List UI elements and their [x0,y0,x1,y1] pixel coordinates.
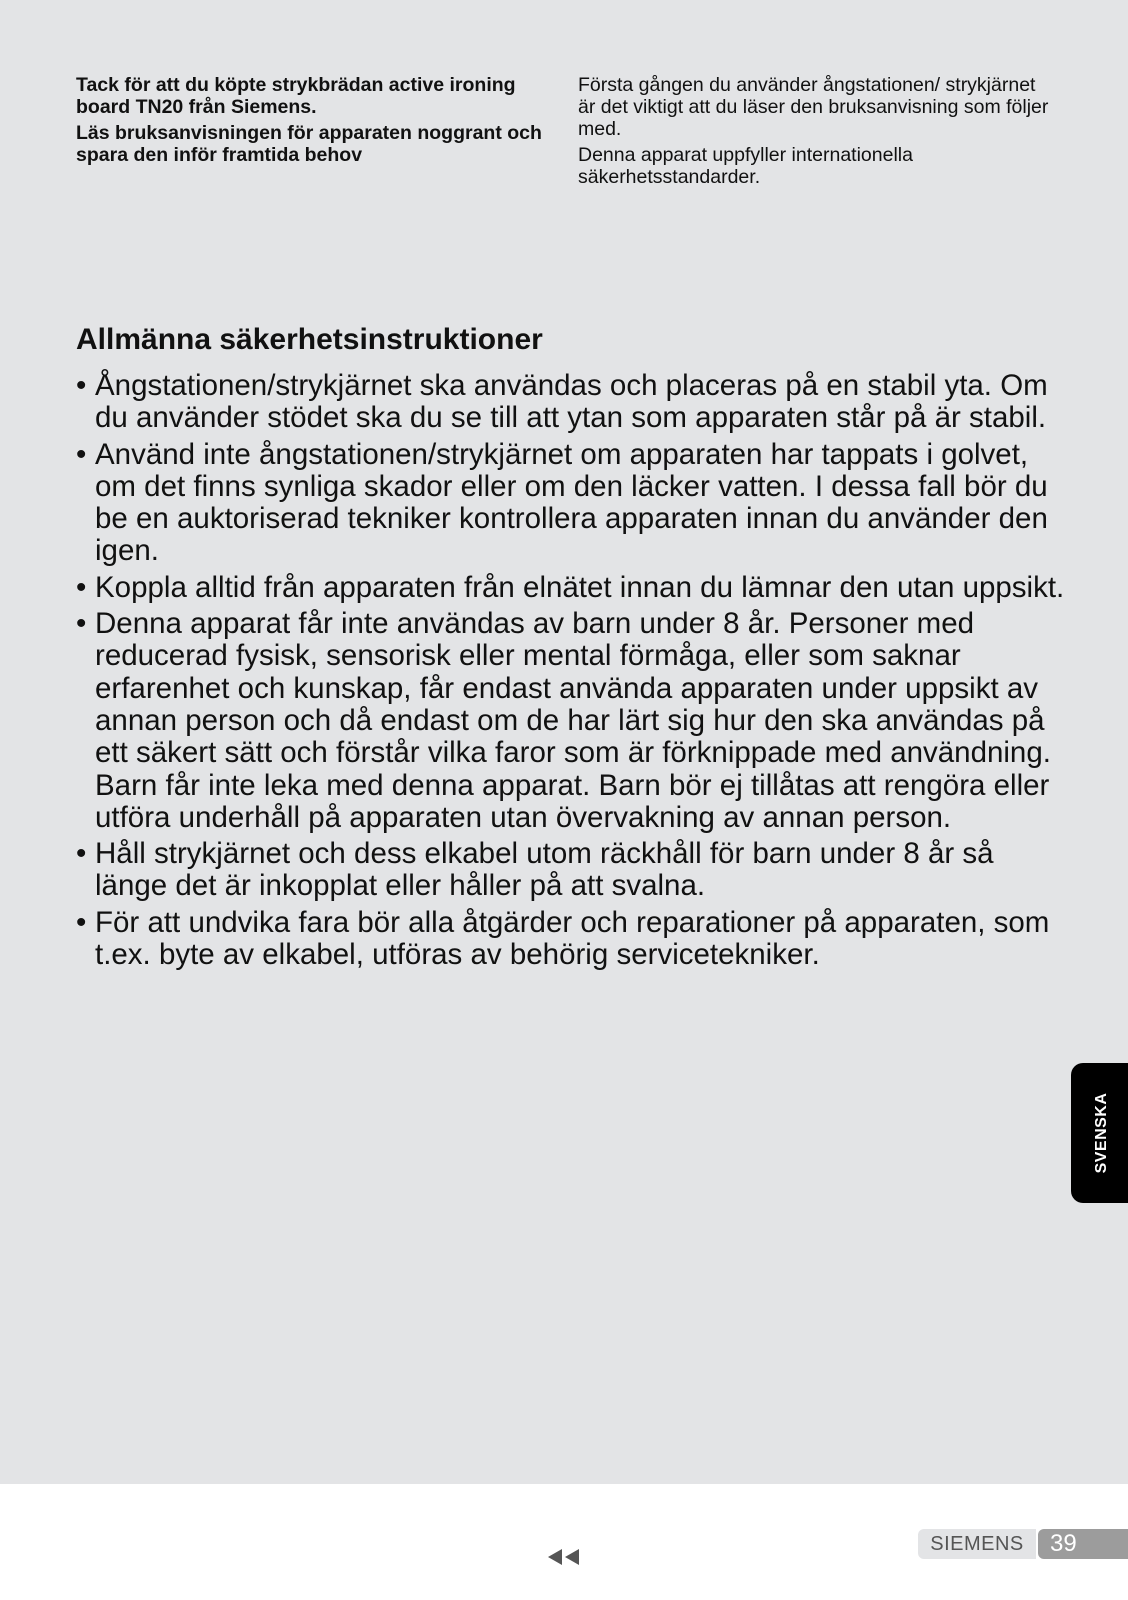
page-number: 39 [1038,1529,1128,1559]
list-item: • Håll strykjärnet och dess elkabel utom räckhåll för barn under 8 år så länge det är inkopplat eller håller på att svalna. [76,838,1066,903]
safety-instructions-list [76,370,1066,975]
brand-label: SIEMENS [918,1529,1036,1559]
language-tab-label: SVENSKA [1093,1092,1110,1174]
language-tab[interactable] [1071,1063,1128,1203]
list-item: • För att undvika fara bör alla åtgärder och reparationer på apparaten, som t.ex. byte av elkabel, utföras av behörig servicetekniker. [76,907,1066,972]
list-item: • Denna apparat får inte användas av barn under 8 år. Personer med reducerad fysisk, sensorisk eller mental förmåga, eller som saknar erfarenhet och kunskap, får endast använda apparaten under uppsikt av annan person och då endast om de har lärt sig hur den ska användas på ett säkert sätt och förstår vilka faror som är förknippade med användning. Barn får inte leka med denna apparat. Barn bör ej tillåtas att rengöra eller utföra underhåll på apparaten utan övervakning av annan person. [76,608,1066,834]
list-item: • Använd inte ångstationen/strykjärnet om apparaten har tappats i golvet, om det finns synliga skador eller om den läcker vatten. I dessa fall bör du be en auktoriserad tekniker kontrollera apparaten innan du använder den igen. [76,439,1066,568]
double-left-arrow-icon[interactable] [548,1547,582,1567]
intro-right-column [578,74,1058,192]
intro-thanks-text: Tack för att du köpte strykbrädan active ironing board TN20 från Siemens. [76,74,516,118]
intro-standards-text: Denna apparat uppfyller internationella säkerhetsstandarder. [578,144,913,188]
intro-left-column [76,74,556,170]
section-title: Allmänna säkerhetsinstruktioner [76,323,543,356]
intro-first-use-text: Första gången du använder ångstationen/ strykjärnet är det viktigt att du läser den bruksanvisning som följer med. [578,74,1049,140]
intro-read-manual-text: Läs bruksanvisningen för apparaten noggrant och spara den inför framtida behov [76,122,542,166]
list-item: • Koppla alltid från apparaten från elnätet innan du lämnar den utan uppsikt. [76,572,1066,604]
list-item: • Ångstationen/strykjärnet ska användas och placeras på en stabil yta. Om du använder stödet ska du se till att ytan som apparaten står på är stabil. [76,370,1066,435]
